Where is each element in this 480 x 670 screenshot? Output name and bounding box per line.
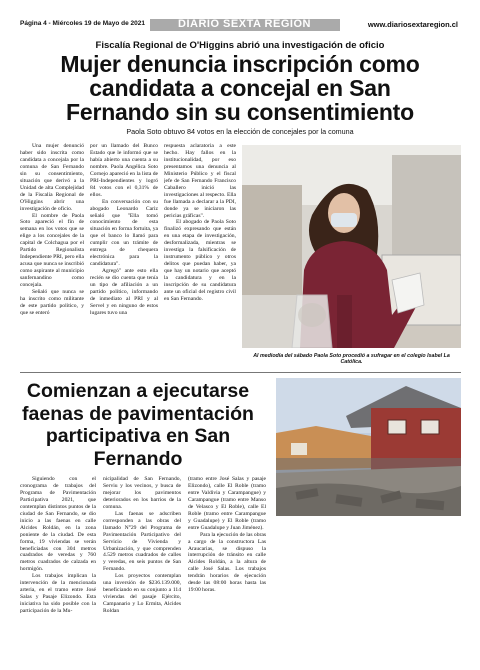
paragraph: Agregó" ante esto ella recién se dio cuenta que tenía un tipo de afiliación a un partido político, informando de inmediato al PRI y al Servel y en ninguno de estos lugares tuvo una [90,268,158,316]
article2-column-2 [103,476,181,656]
photo-caption: Al mediodía del sábado Paola Soto procedió a sufragar en el colegio Isabel La Católica. [253,353,450,365]
section-divider [20,372,461,373]
article2-headline: Comienzan a ejecutarse faenas de pavimentación participativa en San Fernando [22,380,254,470]
paragraph: Siguiendo con el cronograma de trabajos del Programa de Pavimentación Participativa 2021, que contemplan distintos puntos de la ciudad de San Fernando, se dio inicio a las faenas en calle Alcides Roldán, en la zona poniente de la ciudad. De esta forma, 19 viviendas se verán beneficiadas con 304 metros cuadrados de veredas y 760 metros cuadrados de calzada en hormigón. [20,476,96,573]
article1-subhead: Paola Soto obtuvo 84 votos en la elección de concejales por la comuna [126,127,354,136]
voting-photo [242,145,461,348]
article1-headline: Mujer denuncia inscripción como candidata a concejal en San Fernando sin su consentimiento [60,51,420,125]
street-paving-photo [276,378,461,516]
article1-column-2 [90,143,158,363]
paragraph: El nombre de Paola Soto apareció el fin de semana en los votos que se elige a los concejales de la capital de Colchagua por el Partido Regionalista Independiente PRI, pero ella acusa que nunca se inscribió como aspirante al municipio sanfernandino como concejala. [20,212,84,289]
paragraph: (tramo entre José Salas y pasaje Elizondo), calle El Roble (tramo entre Valdivia y Carampangue) y Carampangue (tramo entre Manso de Velasco y El Roble), calle El Roble (tramo entre Carampangue y Guadalupe) y El Roble (tramo entre Guadalupe y Juan Jiménez). [188,476,266,531]
paragraph: Las faenas se adscriben corresponden a las obras del llamado N°29 del Programa de Pavimentación Participativo del Servicio de Vivienda y Urbanización, y que comprenden 4.529 metros cuadrados de calles y veredas, en seis puntos de San Fernando. [103,510,181,573]
paragraph: por un llamado del Bunco Estado que le informó que se había abierto una cuenta a su nombre. Paola Angélica Soto Cornejo apareció en la lista de PRI-Independientes y logró 84 votos con el 0,31% de ellos. [90,143,158,198]
paragraph: En conversación con su abogado Leonardo Cariz señaló que "Ella tomó conocimiento de esta situación en forma fortuita, ya que el banco lo llamó para cumplir con un trámite de entrega de chequera electrónica para la candidatura". [90,198,158,268]
article1-column-3 [164,143,236,363]
paragraph: Una mujer denunció haber sido inscrita como candidata a concejala por la comuna de San Fernando sin su consentimiento, situación que derivó a la Unidad de alta Complejidad de la Fiscalía Regional de O'Higgins abrir una investigación de oficio. [20,143,84,212]
website-url: www.diariosextaregion.cl [367,20,458,29]
paragraph: Señaló que nunca se ha inscrito como militante de este partido político, y que se enteró [20,289,84,316]
paragraph: El abogado de Paola Soto finalizó expresando que están en una etapa de investigación, desformalizada, mientras se investiga la falsificación de instrumento público y otros delitos que puedan haber, ya que hay un notario que aceptó la candidatura y en la inscripción de su candidatura ante un oficial del registro civil en San Fernando. [164,219,236,302]
paragraph: nicipalidad de San Fernando, Serviu y los vecinos, y busca de mejorar los pavimentos deteriorados en los barrios de la comuna. [103,476,181,510]
article1-column-1 [20,143,84,363]
paragraph: Los proyectos contemplan una inversión de $236.139.000, beneficiando en su conjunto a 114 viviendas del pasaje Ejército, Campanario y Lo Ermita, Alcides Roldan [103,573,181,615]
page-date-line: Página 4 - Miércoles 19 de Mayo de 2021 [20,20,146,27]
article2-column-1 [20,476,96,656]
paragraph: Para la ejecución de las obras a cargo de la constructora Las Araucarias, se dispuso la interrupción de tránsito en calle Alcides Roldán, a la altura de calle José Salas. Los trabajos tendrán horarios de ejecución desde las 08:00 horas hasta las 19:00 horas. [188,531,266,594]
paragraph: Los trabajos implican la intervención de la mencionada arteria, en el tramo entre José Salas y Pasaje Elizondo. Esta iniciativa ha sido posible con la participación de la Mu- [20,573,96,615]
paragraph: respuesta aclaratoria a este hecho. Hay fallos en la institucionalidad, por eso presentamos una denuncia al Ministerio Público y el fiscal jefe de San Fernando Francisco Caballero inició las investigaciones al respecto. Ella fue llamada a declarar a la PDI, donde ya se iniciaron las pericias gráficas". [164,143,236,219]
article1-kicker: Fiscalía Regional de O'Higgins abrió una investigación de oficio [95,40,385,51]
newspaper-brand: DIARIO SEXTA REGIÓN [178,18,311,30]
article2-column-3 [188,476,266,656]
